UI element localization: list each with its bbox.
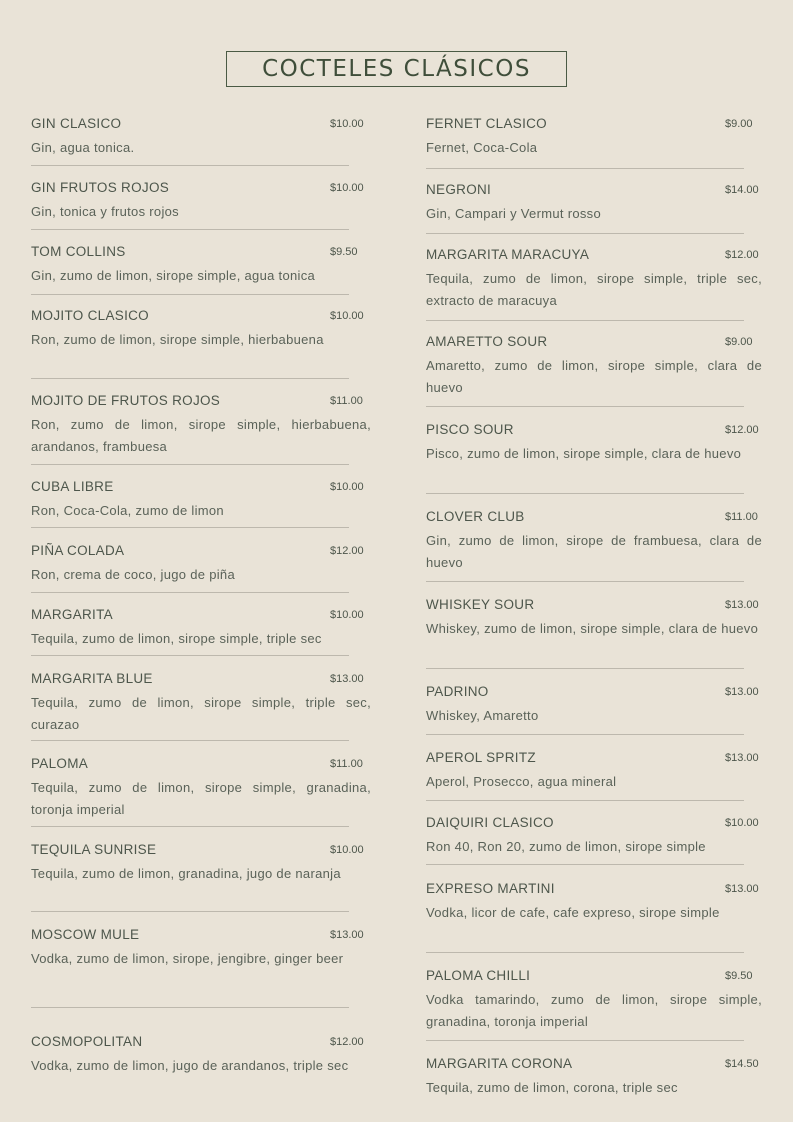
item-divider xyxy=(31,592,349,593)
item-name: WHISKEY SOUR xyxy=(426,597,535,612)
item-divider xyxy=(426,864,744,865)
item-description: Gin, tonica y frutos rojos xyxy=(31,204,179,219)
item-price: $12.00 xyxy=(725,424,759,436)
item-divider xyxy=(31,1007,349,1008)
menu-title: COCTELES CLÁSICOS xyxy=(262,56,531,82)
item-price: $11.00 xyxy=(725,511,758,523)
item-divider xyxy=(31,464,349,465)
item-description: Gin, Campari y Vermut rosso xyxy=(426,206,601,221)
item-price: $10.00 xyxy=(330,182,364,194)
item-price: $11.00 xyxy=(330,758,363,770)
item-divider xyxy=(31,378,349,379)
item-name: PIÑA COLADA xyxy=(31,543,125,558)
item-divider xyxy=(426,581,744,582)
item-name: PALOMA xyxy=(31,756,89,771)
item-name: MARGARITA xyxy=(31,607,113,622)
item-description: Vodka, licor de cafe, cafe expreso, sirope simple xyxy=(426,905,720,920)
item-description: Ron, zumo de limon, sirope simple, hierbabuena, arandanos, frambuesa xyxy=(31,417,371,454)
item-divider xyxy=(426,800,744,801)
item-name: MARGARITA MARACUYA xyxy=(426,247,590,262)
item-description: Amaretto, zumo de limon, sirope simple, clara de huevo xyxy=(426,358,762,395)
item-divider xyxy=(426,406,744,407)
item-name: CUBA LIBRE xyxy=(31,479,114,494)
item-price: $13.00 xyxy=(725,752,759,764)
item-description: Vodka, zumo de limon, sirope, jengibre, ginger beer xyxy=(31,951,344,966)
item-name: NEGRONI xyxy=(426,182,492,197)
item-description: Ron, zumo de limon, sirope simple, hierbabuena xyxy=(31,332,324,347)
item-divider xyxy=(426,493,744,494)
item-price: $13.00 xyxy=(330,673,364,685)
item-description: Ron 40, Ron 20, zumo de limon, sirope simple xyxy=(426,839,706,854)
item-name: PALOMA CHILLI xyxy=(426,968,531,983)
item-name: AMARETTO SOUR xyxy=(426,334,548,349)
item-name: PADRINO xyxy=(426,684,489,699)
item-divider xyxy=(426,233,744,234)
item-divider xyxy=(426,1040,744,1041)
item-name: DAIQUIRI CLASICO xyxy=(426,815,554,830)
item-name: APEROL SPRITZ xyxy=(426,750,536,765)
item-price: $13.00 xyxy=(725,883,759,895)
item-price: $10.00 xyxy=(330,481,364,493)
item-price: $10.00 xyxy=(330,609,364,621)
item-description: Gin, agua tonica. xyxy=(31,140,135,155)
item-name: FERNET CLASICO xyxy=(426,116,547,131)
item-price: $13.00 xyxy=(330,929,364,941)
item-divider xyxy=(31,740,349,741)
item-description: Tequila, zumo de limon, sirope simple, triple sec, extracto de maracuya xyxy=(426,271,762,308)
item-name: GIN CLASICO xyxy=(31,116,122,131)
item-divider xyxy=(426,734,744,735)
item-description: Tequila, zumo de limon, sirope simple, triple sec xyxy=(31,631,322,646)
item-name: TEQUILA SUNRISE xyxy=(31,842,157,857)
item-price: $12.00 xyxy=(330,545,364,557)
item-description: Tequila, zumo de limon, granadina, jugo de naranja xyxy=(31,866,341,881)
item-divider xyxy=(31,655,349,656)
item-description: Ron, crema de coco, jugo de piña xyxy=(31,567,235,582)
item-price: $11.00 xyxy=(330,395,363,407)
item-name: TOM COLLINS xyxy=(31,244,126,259)
item-price: $9.00 xyxy=(725,336,753,348)
item-description: Vodka tamarindo, zumo de limon, sirope simple, granadina, toronja imperial xyxy=(426,992,762,1029)
item-divider xyxy=(426,668,744,669)
item-price: $13.00 xyxy=(725,686,759,698)
item-name: MOSCOW MULE xyxy=(31,927,140,942)
item-description: Tequila, zumo de limon, sirope simple, triple sec, curazao xyxy=(31,695,371,732)
item-divider xyxy=(31,165,349,166)
item-price: $14.00 xyxy=(725,184,759,196)
item-price: $9.50 xyxy=(725,970,753,982)
item-price: $12.00 xyxy=(330,1036,364,1048)
item-description: Pisco, zumo de limon, sirope simple, clara de huevo xyxy=(426,446,742,461)
item-divider xyxy=(426,952,744,953)
item-name: CLOVER CLUB xyxy=(426,509,525,524)
item-price: $10.00 xyxy=(330,118,364,130)
item-name: EXPRESO MARTINI xyxy=(426,881,555,896)
item-description: Vodka, zumo de limon, jugo de arandanos, triple sec xyxy=(31,1058,349,1073)
item-price: $14.50 xyxy=(725,1058,759,1070)
item-name: COSMOPOLITAN xyxy=(31,1034,143,1049)
item-divider xyxy=(31,911,349,912)
item-name: GIN FRUTOS ROJOS xyxy=(31,180,170,195)
item-description: Whiskey, zumo de limon, sirope simple, clara de huevo xyxy=(426,621,759,636)
menu-title-box xyxy=(226,51,567,87)
item-divider xyxy=(31,527,349,528)
item-description: Ron, Coca-Cola, zumo de limon xyxy=(31,503,224,518)
item-name: MOJITO DE FRUTOS ROJOS xyxy=(31,393,221,408)
item-description: Aperol, Prosecco, agua mineral xyxy=(426,774,617,789)
item-price: $10.00 xyxy=(330,310,364,322)
item-description: Whiskey, Amaretto xyxy=(426,708,539,723)
item-divider xyxy=(31,826,349,827)
item-description: Tequila, zumo de limon, sirope simple, granadina, toronja imperial xyxy=(31,780,371,817)
item-price: $13.00 xyxy=(725,599,759,611)
item-description: Gin, zumo de limon, sirope simple, agua tonica xyxy=(31,268,316,283)
item-name: PISCO SOUR xyxy=(426,422,514,437)
item-description: Gin, zumo de limon, sirope de frambuesa, clara de huevo xyxy=(426,533,762,570)
item-divider xyxy=(426,320,744,321)
item-price: $10.00 xyxy=(330,844,364,856)
item-description: Fernet, Coca-Cola xyxy=(426,140,538,155)
item-price: $9.50 xyxy=(330,246,358,258)
item-price: $10.00 xyxy=(725,817,759,829)
item-price: $9.00 xyxy=(725,118,753,130)
item-name: MOJITO CLASICO xyxy=(31,308,149,323)
item-name: MARGARITA CORONA xyxy=(426,1056,573,1071)
item-divider xyxy=(31,294,349,295)
item-name: MARGARITA BLUE xyxy=(31,671,153,686)
item-price: $12.00 xyxy=(725,249,759,261)
item-description: Tequila, zumo de limon, corona, triple sec xyxy=(426,1080,678,1095)
item-divider xyxy=(426,168,744,169)
item-divider xyxy=(31,229,349,230)
